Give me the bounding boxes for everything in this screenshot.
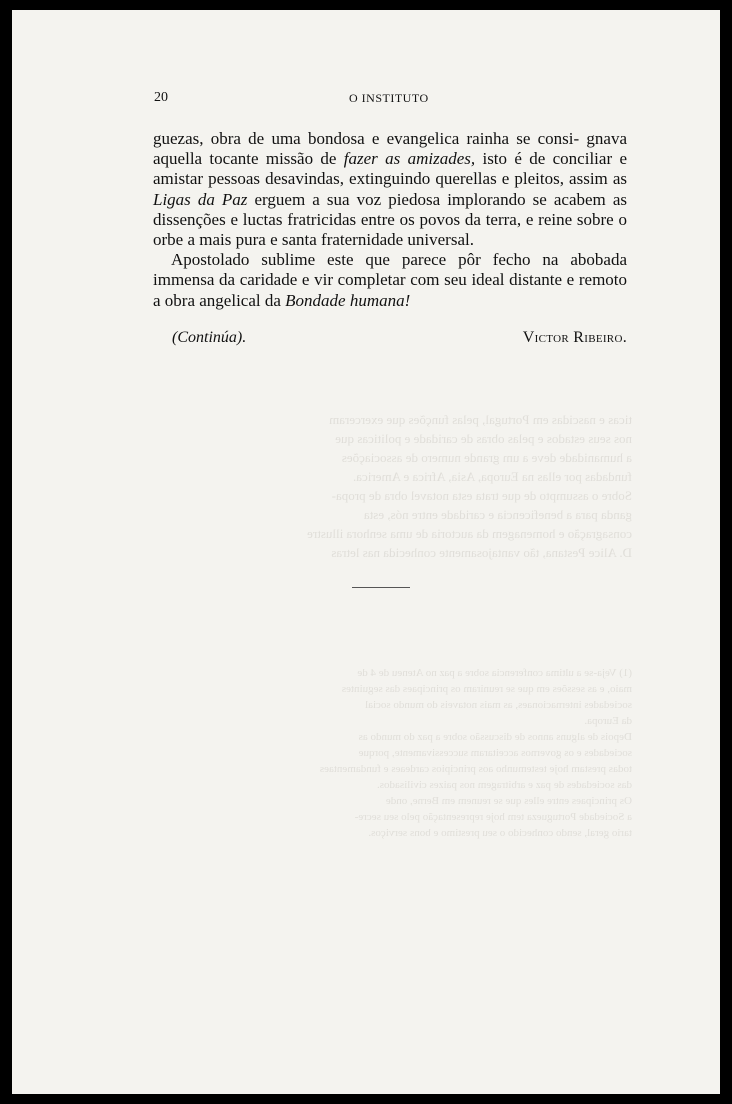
p2-line-2: immensa da caridade e vir completar com seu ideal distante bbox=[153, 270, 563, 290]
p2-line-3: e remoto a obra angelical da Bondade humana! bbox=[153, 270, 628, 310]
p1-line-1: guezas, obra de uma bondosa e evangelica rainha se consi- bbox=[153, 129, 580, 148]
paragraph-2 bbox=[153, 250, 627, 311]
page-number: 20 bbox=[154, 90, 168, 105]
document-page bbox=[12, 10, 720, 1094]
running-title: O INSTITUTO bbox=[349, 91, 429, 105]
paragraph-1 bbox=[153, 129, 627, 250]
p1-line-4: e pleitos, assim as Ligas da Paz erguem a sua voz piedosa bbox=[153, 169, 627, 209]
author-name: Victor Ribeiro. bbox=[522, 329, 627, 346]
p1-line-3: conciliar e amistar pessoas desavindas, extinguindo querellas bbox=[153, 149, 627, 189]
bleed-through-text: ticas e nascidas em Portugal, pelas funções que exerceram nos seus estados e pelas obras de caridade e politicas que a humanidade deve a um grande numero de associações fundadas por ellas na Europa, Asia, Africa e America. Sobre o assumpto de que trata esta notavel obra de propa- ganda para a beneficencia e caridade entre nós, esta consagração e homenagem da auctoria de uma senhora illustre D. Alice Pestana, tão vantajosamente conhecida nas letras bbox=[307, 412, 632, 560]
p2-line-1: Apostolado sublime este que parece pôr fecho na abobada bbox=[171, 250, 627, 270]
p1-line-5: implorando se acabem as dissenções e luctas fratricidas entre bbox=[153, 189, 628, 229]
bleed-through-footnotes: (1) Veja-se a ultima conferencia sobre a paz no Ateneu de 4 de maio, e as sessões em que se reuniram os principaes das seguintes sociedades internacionaes, as mais notaveis do mundo social da Europa. Depois de alguns annos de discussão sobre a paz do mundo as sociedades e os governos acceitaram successivamente, porque todas prestam hoje testemunho aos principios cardeaes e fundamentaes das sociedades de paz e arbitragem nos paizes civilisados. Os principaes entre elles que se reunem em Berne, onde a Sociedade Portugueza tem hoje representação pelo seu secre- tario geral, sendo conhecido o seu prestimo e bons serviços. bbox=[319, 667, 632, 839]
p1-line-7: fraternidade universal. bbox=[321, 230, 474, 250]
section-divider bbox=[352, 587, 410, 588]
body-text bbox=[153, 129, 627, 311]
continua-note: (Continúa). bbox=[172, 329, 247, 346]
p1-line-6: os povos da terra, e reine sobre o orbe a mais pura e santa bbox=[153, 209, 627, 250]
p1-line-2: gnava aquella tocante missão de fazer as amizades, isto é de bbox=[153, 129, 627, 169]
